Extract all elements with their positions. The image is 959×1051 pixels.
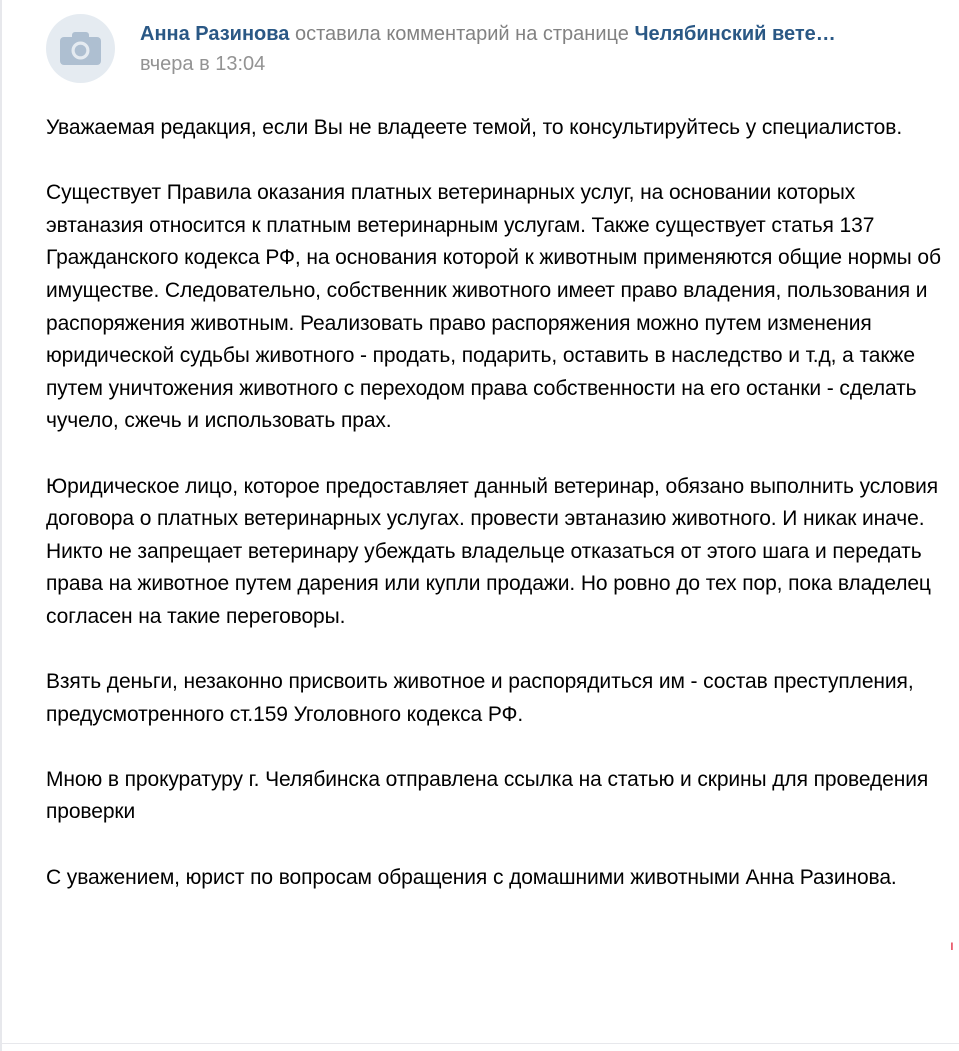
- comment-paragraph: Взять деньги, незаконно присвоить животное и распорядиться им - состав преступления, предусмотренного ст.159 Уголовного кодекса РФ.: [46, 670, 914, 726]
- avatar[interactable]: [46, 14, 115, 83]
- comment-paragraph: Мною в прокуратуру г. Челябинска отправлена ссылка на статью и скрины для проведения проверки: [46, 767, 929, 824]
- comment-paragraph: С уважением, юрист по вопросам обращения с домашними животными Анна Разинова.: [46, 865, 897, 889]
- comment-text: [46, 112, 951, 894]
- edge-mark: ı: [950, 937, 954, 953]
- bottom-border: [0, 1043, 959, 1044]
- action-text: оставила комментарий на странице: [294, 23, 629, 45]
- comment-header: [46, 14, 959, 84]
- camera-icon: [60, 31, 101, 65]
- timestamp[interactable]: вчера в 13:04: [140, 53, 266, 75]
- comment-meta: [140, 22, 950, 76]
- comment-paragraph: Существует Правила оказания платных ветеринарных услуг, на основании которых эвтаназия относится к платным ветеринарным услугам. Также существует статья 137 Гражданского кодекса РФ, на основания которой к животным применяются общие нормы об имуществе. Следовательно, собственник животного имеет право владения, пользования и распоряжения животным. Реализовать право распоряжения можно путем изменения юридической судьбы животного - продать, подарить, оставить в наследство и т.д, а также путем уничтожения животного с переходом права собственности на его останки - сделать чучело, сжечь и использовать прах.: [46, 181, 941, 433]
- left-border: [0, 0, 2, 1051]
- page-link[interactable]: Челябинский вете…: [634, 23, 836, 45]
- comment-paragraph: Юридическое лицо, которое предоставляет данный ветеринар, обязано выполнить условия договора о платных ветеринарных услугах. провести эвтаназию животного. И никак иначе. Никто не запрещает ветеринару убеждать владельце отказаться от этого шага и передать права на животное путем дарения или купли продажи. Но ровно до тех пор, пока владелец согласен на такие переговоры.: [46, 474, 939, 628]
- author-link[interactable]: Анна Разинова: [140, 23, 290, 45]
- comment-paragraph: Уважаемая редакция, если Вы не владеете темой, то консультируйтесь у специалистов.: [46, 116, 903, 139]
- meta-line: [140, 22, 945, 46]
